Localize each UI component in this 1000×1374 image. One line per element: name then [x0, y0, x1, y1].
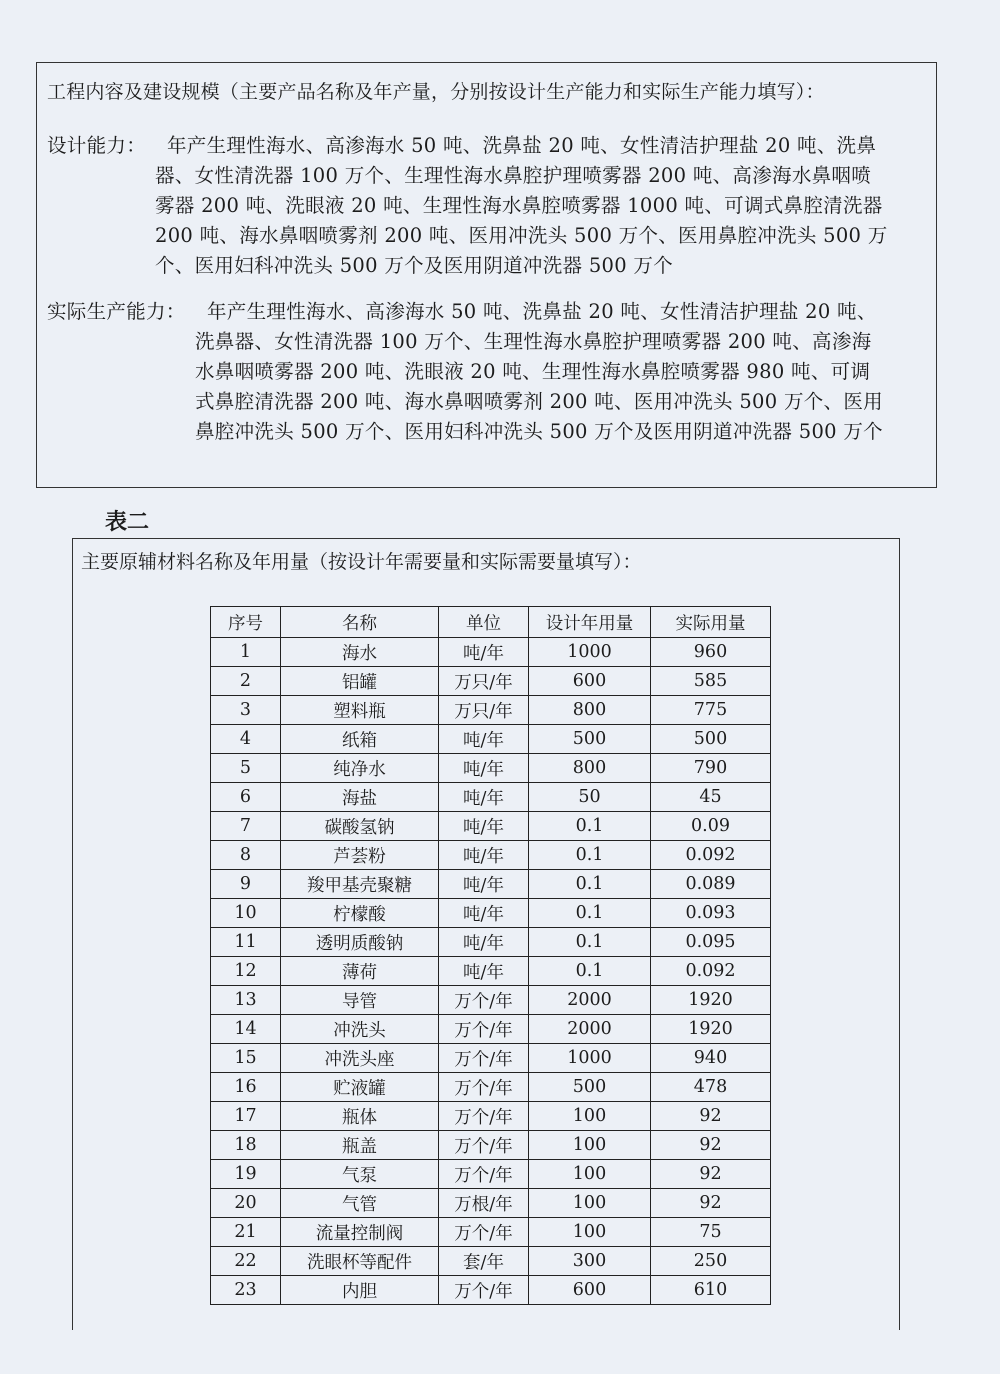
cell-actual-amount: 940 — [651, 1044, 771, 1073]
actual-line: 水鼻咽喷雾器 200 吨、洗眼液 20 吨、生理性海水鼻腔喷雾器 980 吨、可调 — [195, 360, 871, 383]
table-row — [211, 928, 771, 957]
design-capacity-label: 设计能力： — [47, 134, 147, 157]
cell-name: 海盐 — [281, 783, 439, 812]
cell-actual-amount: 585 — [651, 667, 771, 696]
cell-actual-amount: 0.09 — [651, 812, 771, 841]
cell-name: 纯净水 — [281, 754, 439, 783]
cell-unit: 万个/年 — [439, 1102, 529, 1131]
cell-unit: 吨/年 — [439, 841, 529, 870]
cell-design-amount: 600 — [529, 667, 651, 696]
cell-name: 透明质酸钠 — [281, 928, 439, 957]
cell-actual-amount: 0.089 — [651, 870, 771, 899]
cell-name: 塑料瓶 — [281, 696, 439, 725]
cell-design-amount: 50 — [529, 783, 651, 812]
cell-index: 8 — [211, 841, 281, 870]
cell-unit: 吨/年 — [439, 754, 529, 783]
table-header-row — [211, 607, 771, 638]
header-index: 序号 — [211, 607, 281, 638]
table-row — [211, 754, 771, 783]
cell-index: 6 — [211, 783, 281, 812]
table-row — [211, 1131, 771, 1160]
cell-index: 16 — [211, 1073, 281, 1102]
cell-unit: 万个/年 — [439, 1015, 529, 1044]
header-actual-amount: 实际用量 — [651, 607, 771, 638]
cell-index: 20 — [211, 1189, 281, 1218]
cell-unit: 万个/年 — [439, 986, 529, 1015]
actual-line: 洗鼻器、女性清洗器 100 万个、生理性海水鼻腔护理喷雾器 200 吨、高渗海 — [195, 330, 872, 353]
cell-design-amount: 0.1 — [529, 812, 651, 841]
cell-name: 铝罐 — [281, 667, 439, 696]
project-scope-box — [36, 62, 937, 488]
cell-design-amount: 0.1 — [529, 870, 651, 899]
materials-table-body — [211, 638, 771, 1305]
cell-actual-amount: 1920 — [651, 986, 771, 1015]
table-row — [211, 1073, 771, 1102]
table-row — [211, 812, 771, 841]
table-row — [211, 783, 771, 812]
cell-name: 瓶盖 — [281, 1131, 439, 1160]
header-name: 名称 — [281, 607, 439, 638]
cell-unit: 吨/年 — [439, 638, 529, 667]
cell-actual-amount: 92 — [651, 1131, 771, 1160]
cell-actual-amount: 610 — [651, 1276, 771, 1305]
cell-index: 15 — [211, 1044, 281, 1073]
cell-design-amount: 600 — [529, 1276, 651, 1305]
cell-name: 洗眼杯等配件 — [281, 1247, 439, 1276]
cell-index: 19 — [211, 1160, 281, 1189]
design-line: 雾器 200 吨、洗眼液 20 吨、生理性海水鼻腔喷雾器 1000 吨、可调式鼻腔清洗器 — [155, 194, 883, 217]
table-row — [211, 725, 771, 754]
cell-name: 冲洗头座 — [281, 1044, 439, 1073]
cell-unit: 吨/年 — [439, 783, 529, 812]
table-row — [211, 1102, 771, 1131]
table-row — [211, 638, 771, 667]
design-line: 年产生理性海水、高渗海水 50 吨、洗鼻盐 20 吨、女性清洁护理盐 20 吨、洗鼻 — [167, 134, 877, 157]
cell-design-amount: 300 — [529, 1247, 651, 1276]
actual-line: 式鼻腔清洗器 200 吨、海水鼻咽喷雾剂 200 吨、医用冲洗头 500 万个、医用 — [195, 390, 883, 413]
cell-index: 9 — [211, 870, 281, 899]
cell-index: 1 — [211, 638, 281, 667]
cell-name: 气泵 — [281, 1160, 439, 1189]
cell-actual-amount: 500 — [651, 725, 771, 754]
cell-actual-amount: 790 — [651, 754, 771, 783]
cell-actual-amount: 1920 — [651, 1015, 771, 1044]
cell-unit: 万个/年 — [439, 1073, 529, 1102]
cell-actual-amount: 0.093 — [651, 899, 771, 928]
table-row — [211, 986, 771, 1015]
cell-unit: 万个/年 — [439, 1218, 529, 1247]
table-row — [211, 1218, 771, 1247]
table-row — [211, 696, 771, 725]
table-row — [211, 899, 771, 928]
cell-index: 10 — [211, 899, 281, 928]
cell-unit: 万只/年 — [439, 667, 529, 696]
cell-design-amount: 800 — [529, 696, 651, 725]
cell-name: 薄荷 — [281, 957, 439, 986]
cell-unit: 万个/年 — [439, 1044, 529, 1073]
design-line: 个、医用妇科冲洗头 500 万个及医用阴道冲洗器 500 万个 — [155, 254, 674, 277]
cell-index: 4 — [211, 725, 281, 754]
cell-unit: 万个/年 — [439, 1131, 529, 1160]
cell-index: 11 — [211, 928, 281, 957]
cell-unit: 套/年 — [439, 1247, 529, 1276]
table-row — [211, 1247, 771, 1276]
cell-actual-amount: 0.092 — [651, 841, 771, 870]
cell-design-amount: 500 — [529, 1073, 651, 1102]
cell-actual-amount: 0.092 — [651, 957, 771, 986]
cell-index: 22 — [211, 1247, 281, 1276]
design-capacity-text — [155, 131, 888, 281]
cell-unit: 万个/年 — [439, 1276, 529, 1305]
cell-design-amount: 0.1 — [529, 841, 651, 870]
cell-name: 柠檬酸 — [281, 899, 439, 928]
cell-index: 23 — [211, 1276, 281, 1305]
cell-name: 海水 — [281, 638, 439, 667]
cell-index: 18 — [211, 1131, 281, 1160]
cell-index: 5 — [211, 754, 281, 783]
cell-unit: 吨/年 — [439, 870, 529, 899]
cell-design-amount: 100 — [529, 1218, 651, 1247]
cell-name: 贮液罐 — [281, 1073, 439, 1102]
cell-unit: 万个/年 — [439, 1160, 529, 1189]
table-row — [211, 870, 771, 899]
cell-index: 17 — [211, 1102, 281, 1131]
cell-design-amount: 100 — [529, 1160, 651, 1189]
cell-name: 芦荟粉 — [281, 841, 439, 870]
cell-actual-amount: 0.095 — [651, 928, 771, 957]
cell-actual-amount: 960 — [651, 638, 771, 667]
cell-name: 冲洗头 — [281, 1015, 439, 1044]
table-two-title: 表二 — [105, 509, 150, 535]
cell-actual-amount: 92 — [651, 1189, 771, 1218]
cell-index: 21 — [211, 1218, 281, 1247]
cell-design-amount: 1000 — [529, 638, 651, 667]
cell-name: 气管 — [281, 1189, 439, 1218]
cell-index: 13 — [211, 986, 281, 1015]
cell-actual-amount: 250 — [651, 1247, 771, 1276]
cell-name: 瓶体 — [281, 1102, 439, 1131]
cell-actual-amount: 92 — [651, 1102, 771, 1131]
cell-actual-amount: 45 — [651, 783, 771, 812]
cell-design-amount: 100 — [529, 1131, 651, 1160]
cell-name: 导管 — [281, 986, 439, 1015]
cell-name: 流量控制阀 — [281, 1218, 439, 1247]
cell-index: 7 — [211, 812, 281, 841]
table-row — [211, 667, 771, 696]
cell-unit: 吨/年 — [439, 957, 529, 986]
materials-table — [210, 606, 771, 1305]
table-row — [211, 1189, 771, 1218]
cell-index: 14 — [211, 1015, 281, 1044]
cell-unit: 吨/年 — [439, 899, 529, 928]
materials-heading: 主要原辅材料名称及年用量（按设计年需要量和实际需要量填写）： — [81, 551, 642, 573]
table-row — [211, 841, 771, 870]
table-row — [211, 1160, 771, 1189]
cell-unit: 吨/年 — [439, 812, 529, 841]
actual-capacity-text — [195, 297, 883, 447]
cell-design-amount: 800 — [529, 754, 651, 783]
cell-design-amount: 2000 — [529, 1015, 651, 1044]
table-row — [211, 1015, 771, 1044]
cell-actual-amount: 775 — [651, 696, 771, 725]
cell-design-amount: 100 — [529, 1102, 651, 1131]
design-line: 200 吨、海水鼻咽喷雾剂 200 吨、医用冲洗头 500 万个、医用鼻腔冲洗头 500 万 — [155, 224, 888, 247]
cell-name: 内胆 — [281, 1276, 439, 1305]
materials-box — [72, 538, 900, 1330]
cell-index: 3 — [211, 696, 281, 725]
cell-design-amount: 0.1 — [529, 957, 651, 986]
cell-design-amount: 0.1 — [529, 928, 651, 957]
table-row — [211, 1044, 771, 1073]
cell-unit: 吨/年 — [439, 725, 529, 754]
project-scope-heading: 工程内容及建设规模（主要产品名称及年产量，分别按设计生产能力和实际生产能力填写）： — [47, 81, 825, 103]
cell-unit: 万只/年 — [439, 696, 529, 725]
table-row — [211, 1276, 771, 1305]
cell-design-amount: 2000 — [529, 986, 651, 1015]
header-unit: 单位 — [439, 607, 529, 638]
table-row — [211, 957, 771, 986]
cell-actual-amount: 75 — [651, 1218, 771, 1247]
cell-design-amount: 100 — [529, 1189, 651, 1218]
cell-unit: 吨/年 — [439, 928, 529, 957]
header-design-amount: 设计年用量 — [529, 607, 651, 638]
cell-index: 2 — [211, 667, 281, 696]
cell-design-amount: 1000 — [529, 1044, 651, 1073]
cell-design-amount: 500 — [529, 725, 651, 754]
actual-line: 年产生理性海水、高渗海水 50 吨、洗鼻盐 20 吨、女性清洁护理盐 20 吨、 — [207, 300, 877, 323]
actual-line: 鼻腔冲洗头 500 万个、医用妇科冲洗头 500 万个及医用阴道冲洗器 500 万个 — [195, 420, 883, 443]
cell-unit: 万根/年 — [439, 1189, 529, 1218]
actual-capacity-label: 实际生产能力： — [47, 300, 186, 323]
cell-name: 碳酸氢钠 — [281, 812, 439, 841]
cell-index: 12 — [211, 957, 281, 986]
cell-name: 纸箱 — [281, 725, 439, 754]
cell-actual-amount: 92 — [651, 1160, 771, 1189]
cell-name: 羧甲基壳聚糖 — [281, 870, 439, 899]
cell-actual-amount: 478 — [651, 1073, 771, 1102]
cell-design-amount: 0.1 — [529, 899, 651, 928]
design-line: 器、女性清洗器 100 万个、生理性海水鼻腔护理喷雾器 200 吨、高渗海水鼻咽喷 — [155, 164, 872, 187]
